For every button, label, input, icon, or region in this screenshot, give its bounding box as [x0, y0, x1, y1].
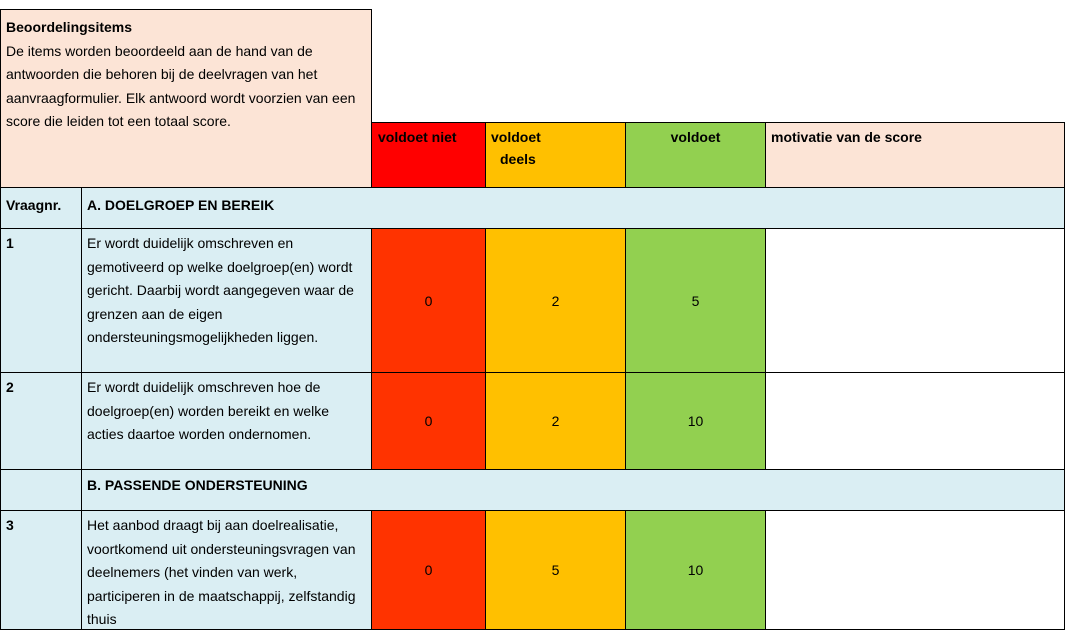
row-1-score-deels: 2: [485, 228, 626, 373]
row-1-text: Er wordt duidelijk omschreven en gemotiveerd op welke doelgroep(en) wordt gericht. Daarbij wordt aangegeven waar de grenzen aan de eigen ondersteuningsmogelijkheden liggen.: [81, 228, 372, 373]
row-2-motivatie[interactable]: [765, 372, 1065, 470]
row-3-score-deels: 5: [485, 510, 626, 630]
header-deels-line1: voldoet: [491, 129, 541, 145]
row-1-score-voldoet: 5: [625, 228, 766, 373]
intro-box: [0, 9, 372, 188]
row-3-text: Het aanbod draagt bij aan doelrealisatie, voortkomend uit ondersteuningsvragen van deelnemers (het vinden van werk, participeren in de maatschappij, zelfstandig thuis: [81, 510, 372, 630]
section-a-heading: A. DOELGROEP EN BEREIK: [81, 187, 1065, 229]
section-b-heading: B. PASSENDE ONDERSTEUNING: [81, 469, 1065, 511]
header-voldoet-niet: voldoet niet: [371, 122, 486, 188]
row-1-motivatie[interactable]: [765, 228, 1065, 373]
row-1-nr: 1: [0, 228, 82, 373]
row-2-score-voldoet: 10: [625, 372, 766, 470]
row-2-text: Er wordt duidelijk omschreven hoe de doelgroep(en) worden bereikt en welke acties daartoe worden ondernomen.: [81, 372, 372, 470]
row-2-score-deels: 2: [485, 372, 626, 470]
intro-title: Beoordelingsitems: [6, 19, 133, 35]
row-2-score-niet: 0: [371, 372, 486, 470]
row-3-score-voldoet: 10: [625, 510, 766, 630]
row-3-motivatie[interactable]: [765, 510, 1065, 630]
section-b-nr: [0, 469, 82, 511]
row-2-nr: 2: [0, 372, 82, 470]
header-voldoet-deels: [485, 122, 626, 188]
header-vraagnr: Vraagnr.: [0, 187, 82, 229]
header-motivatie: motivatie van de score: [765, 122, 1065, 188]
row-3-nr: 3: [0, 510, 82, 630]
row-3-score-niet: 0: [371, 510, 486, 630]
intro-text: De items worden beoordeeld aan de hand van de antwoorden die behoren bij de deelvragen van het aanvraagformulier. Elk antwoord wordt voorzien van een score die leiden tot een totaal score.: [6, 42, 356, 129]
header-deels-line2: deels: [500, 151, 536, 167]
row-1-score-niet: 0: [371, 228, 486, 373]
header-voldoet: voldoet: [625, 122, 766, 188]
